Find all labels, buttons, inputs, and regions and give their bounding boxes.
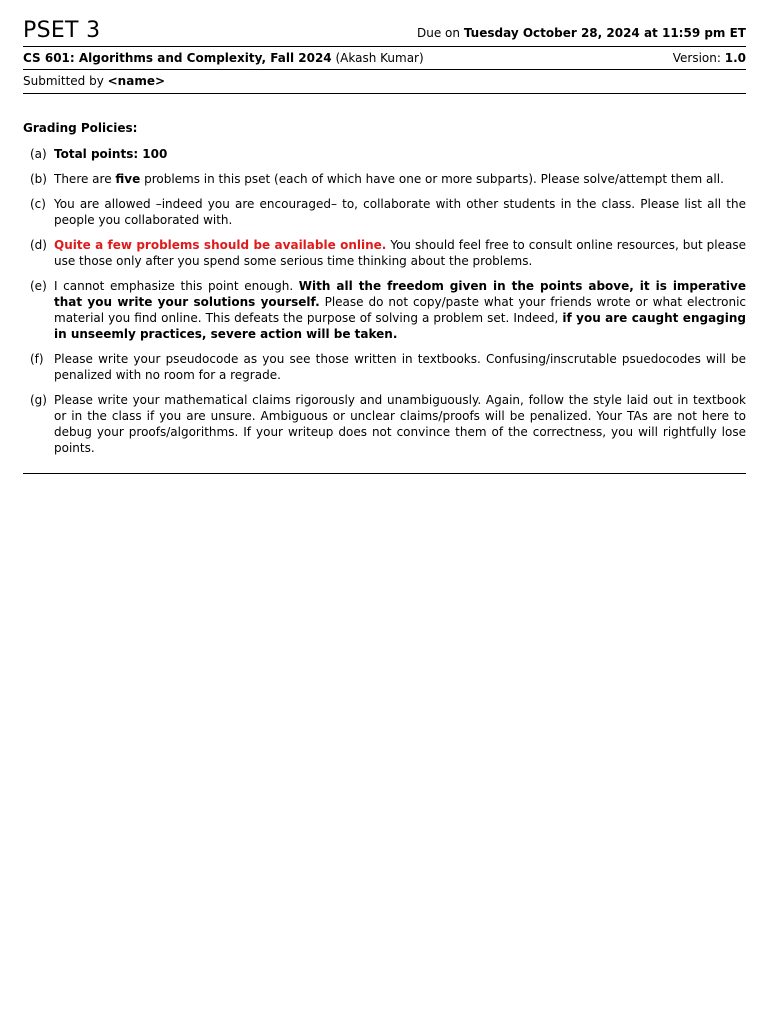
list-marker: (b) [30,172,47,186]
submitted-by-label: Submitted by [23,74,108,88]
instructor: (Akash Kumar) [331,51,424,65]
due-date-line [417,26,746,41]
grading-policies-list [23,146,746,456]
version-line [673,47,746,69]
header-top-row [23,0,746,46]
policy-text: You are allowed –indeed you are encouraged– to, collaborate with other students in the class. Please list all the people you collaborated with. [54,197,746,227]
grading-policies-heading: Grading Policies: [23,121,138,135]
section-end-rule [23,473,746,474]
policy-text: You should feel free to consult online resources, but please use those only after you spend some serious time thinking about the problems. [54,238,746,268]
course-title: CS 601: Algorithms and Complexity, Fall 2024 [23,51,332,65]
policy-item-a [23,146,746,162]
policy-item-c [23,196,746,228]
policy-item-e [23,278,746,342]
course-line [23,47,424,69]
due-prefix: Due on [417,26,464,40]
policy-item-b [23,171,746,187]
list-marker: (f) [30,352,44,366]
policy-text-red: Quite a few problems should be available online. [54,238,387,252]
policy-text: I cannot emphasize this point enough. [54,279,299,293]
policy-text: problems in this pset (each of which have one or more subparts). Please solve/attempt them all. [140,172,724,186]
policy-text: There are [54,172,116,186]
policy-text: Please write your pseudocode as you see those written in textbooks. Confusing/inscrutable psuedocodes will be penalized with no room for a regrade. [54,352,746,382]
list-marker: (e) [30,279,47,293]
policy-item-g [23,392,746,456]
document-page [23,0,746,474]
policy-text: Please write your mathematical claims rigorously and unambiguously. Again, follow the style laid out in textbook or in the class if you are unsure. Ambiguous or unclear claims/proofs will be penalized. Your TAs are not here to debug your proofs/algorithms. If your writeup does not convince them of the correctness, you will rightfully lose points. [54,393,746,455]
header-rule-3 [23,93,746,94]
header-course-row [23,47,746,69]
policy-text-bold: Total points: 100 [54,147,168,161]
policy-text-bold: if you are caught engaging in unseemly practices, severe action will be taken. [54,311,747,341]
submitted-row [23,70,746,93]
policy-text-bold: With all the freedom given in the points above, it is imperative that you write your solutions yourself. [54,279,746,309]
list-marker: (c) [30,197,46,211]
due-date: Tuesday October 28, 2024 at 11:59 pm ET [463,26,746,40]
version-label: Version: [672,51,725,65]
version-value: 1.0 [724,51,746,65]
list-marker: (g) [30,393,47,407]
policy-item-f [23,351,746,383]
policy-text: Please do not copy/paste what your friends wrote or what electronic material you find online. This defeats the purpose of solving a problem set. Indeed, [54,295,747,325]
list-marker: (d) [30,238,47,252]
name-placeholder: <name> [107,74,166,88]
policy-text-bold: five [115,172,141,186]
policy-item-d [23,237,746,269]
pset-title: PSET 3 [23,18,101,43]
list-marker: (a) [30,147,47,161]
